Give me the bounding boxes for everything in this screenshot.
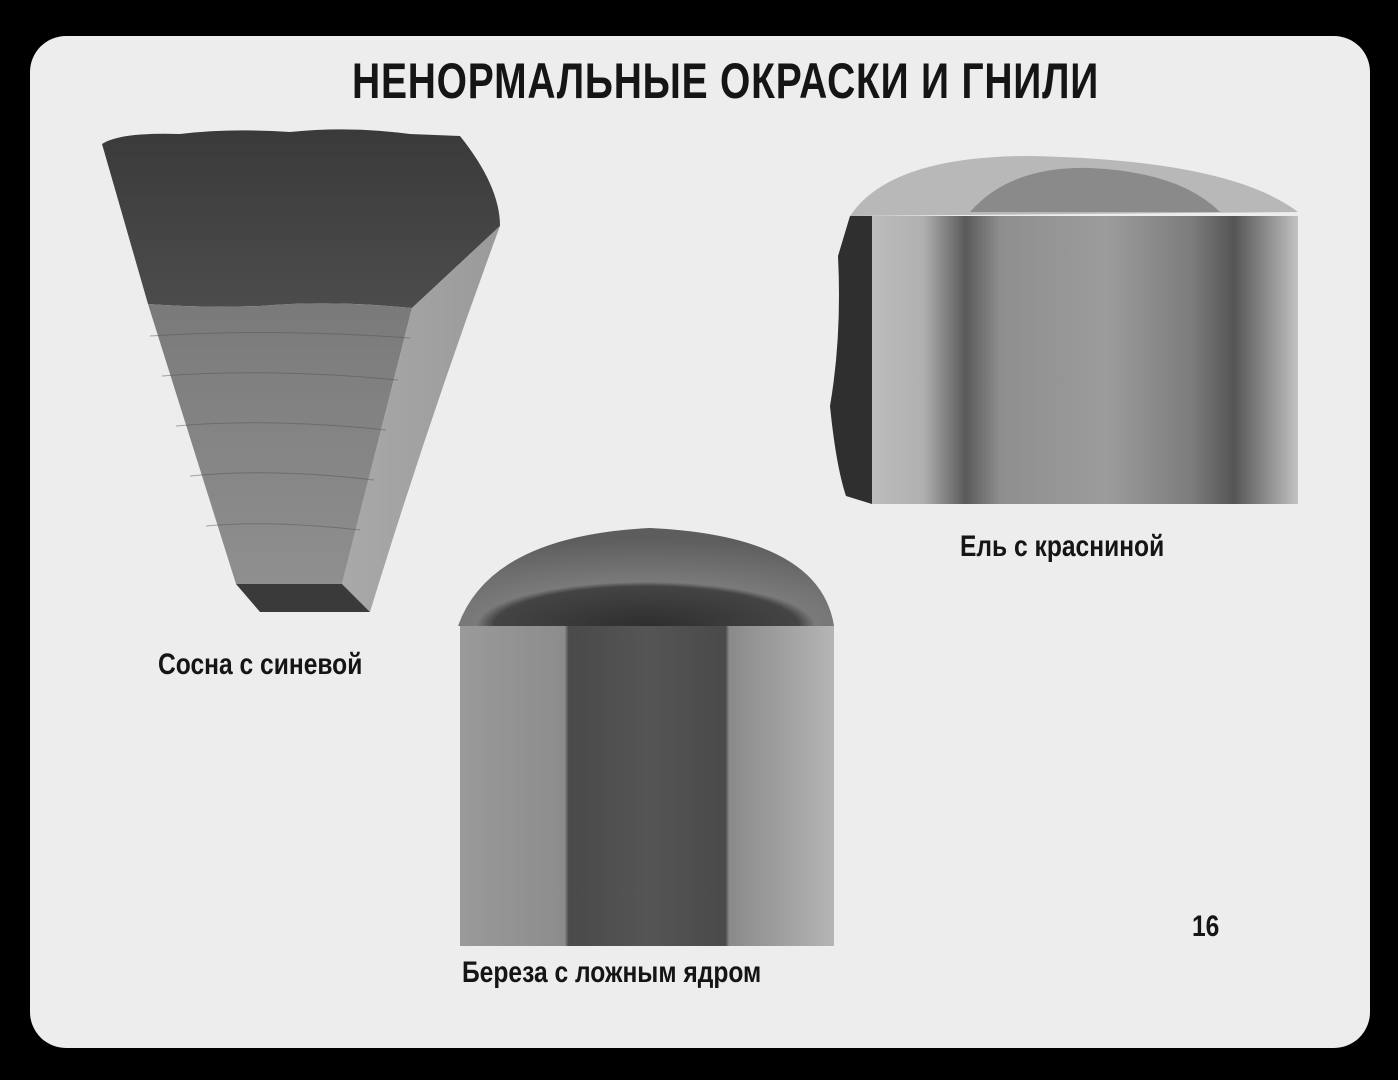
- pine-dark-blue-stain: [102, 129, 500, 308]
- pine-illustration: [102, 129, 500, 612]
- birch-caption: Береза с ложным ядром: [462, 956, 762, 989]
- spruce-bark: [830, 216, 872, 504]
- slide-card: [30, 36, 1370, 1048]
- pine-caption: Сосна с синевой: [158, 648, 363, 681]
- birch-top-cross-section: [458, 528, 834, 626]
- slide-title: НЕНОРМАЛЬНЫЕ ОКРАСКИ И ГНИЛИ: [352, 53, 1100, 109]
- spruce-red-heartwood-face: [872, 216, 1298, 504]
- birch-false-heartwood-face: [460, 626, 834, 946]
- spruce-caption: Ель с краснинoй: [960, 530, 1165, 563]
- spruce-illustration: [830, 156, 1298, 504]
- birch-illustration: [458, 528, 834, 946]
- illustrations-canvas: [30, 36, 1370, 1048]
- slide-number: 16: [1192, 910, 1220, 943]
